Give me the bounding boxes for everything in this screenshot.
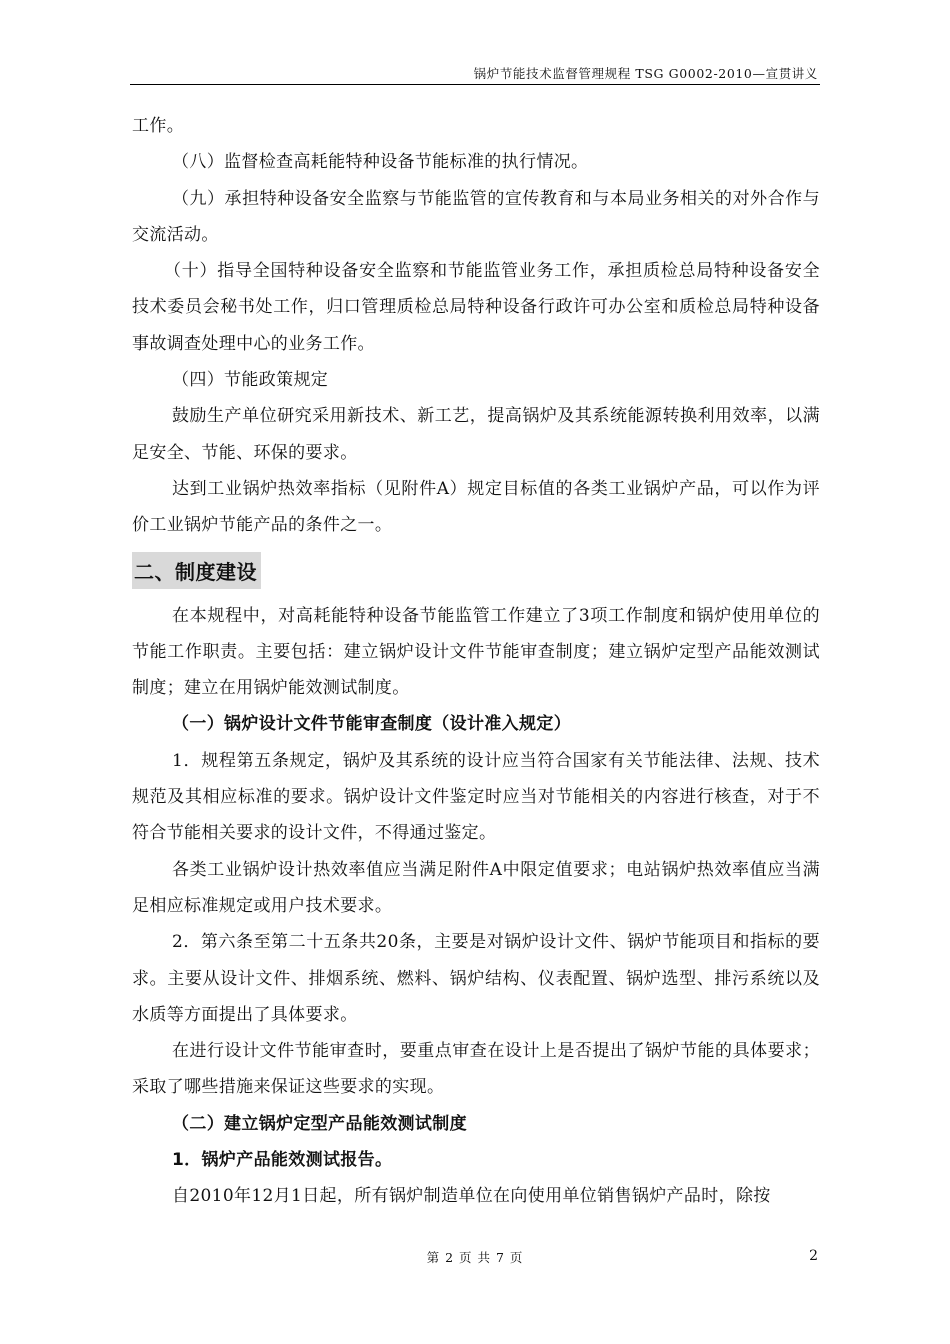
paragraph: （九）承担特种设备安全监察与节能监管的宣传教育和与本局业务相关的对外合作与交流活动。 [132, 188, 820, 245]
paragraph: 工作。 [132, 116, 185, 136]
paragraph: 2．第六条至第二十五条共20条，主要是对锅炉设计文件、锅炉节能项目和指标的要求。主要从设计文件、排烟系统、燃料、锅炉结构、仪表配置、锅炉选型、排污系统以及水质等方面提出了具体要求。 [132, 932, 820, 1025]
page-header [130, 62, 820, 85]
header-title: 锅炉节能技术监督管理规程 TSG G0002-2010—宣贯讲义 [473, 66, 818, 81]
paragraph: 各类工业锅炉设计热效率值应当满足附件A中限定值要求；电站锅炉热效率值应当满足相应标准规定或用户技术要求。 [132, 859, 820, 916]
paragraph: 鼓励生产单位研究采用新技术、新工艺，提高锅炉及其系统能源转换利用效率，以满足安全、节能、环保的要求。 [132, 406, 820, 463]
document-body [132, 108, 820, 1215]
paragraph: （四）节能政策规定 [172, 370, 329, 391]
paragraph: 在本规程中，对高耗能特种设备节能监管工作建立了3项工作制度和锅炉使用单位的节能工作职责。主要包括：建立锅炉设计文件节能审查制度；建立锅炉定型产品能效测试制度；建立在用锅炉能效测试制度。 [132, 605, 820, 699]
paragraph: 达到工业锅炉热效率指标（见附件A）规定目标值的各类工业锅炉产品，可以作为评价工业锅炉节能产品的条件之一。 [132, 478, 820, 536]
subsection-heading: （一）锅炉设计文件节能审查制度（设计准入规定） [172, 714, 572, 735]
section-heading: 二、制度建设 [132, 552, 261, 589]
paragraph: 在进行设计文件节能审查时，要重点审查在设计上是否提出了锅炉节能的具体要求；采取了哪些措施来保证这些要求的实现。 [132, 1041, 820, 1098]
paragraph: （八）监督检查高耗能特种设备节能标准的执行情况。 [172, 152, 589, 173]
paragraph: 1．规程第五条规定，锅炉及其系统的设计应当符合国家有关节能法律、法规、技术规范及其相应标准的要求。锅炉设计文件鉴定时应当对节能相关的内容进行核查，对于不符合节能相关要求的设计文件，不得通过鉴定。 [132, 750, 820, 844]
page-info: 第 2 页 共 7 页 [426, 1250, 524, 1265]
paragraph: 自2010年12月1日起，所有锅炉制造单位在向使用单位销售锅炉产品时，除按 [172, 1186, 771, 1207]
paragraph: （十）指导全国特种设备安全监察和节能监管业务工作，承担质检总局特种设备安全技术委员会秘书处工作，归口管理质检总局特种设备行政许可办公室和质检总局特种设备事故调查处理中心的业务工作。 [132, 261, 820, 354]
subsection-heading: （二）建立锅炉定型产品能效测试制度 [172, 1113, 467, 1134]
section-heading-container [132, 552, 820, 590]
item-heading: 1．锅炉产品能效测试报告。 [172, 1150, 393, 1171]
page-number: 2 [809, 1248, 818, 1264]
